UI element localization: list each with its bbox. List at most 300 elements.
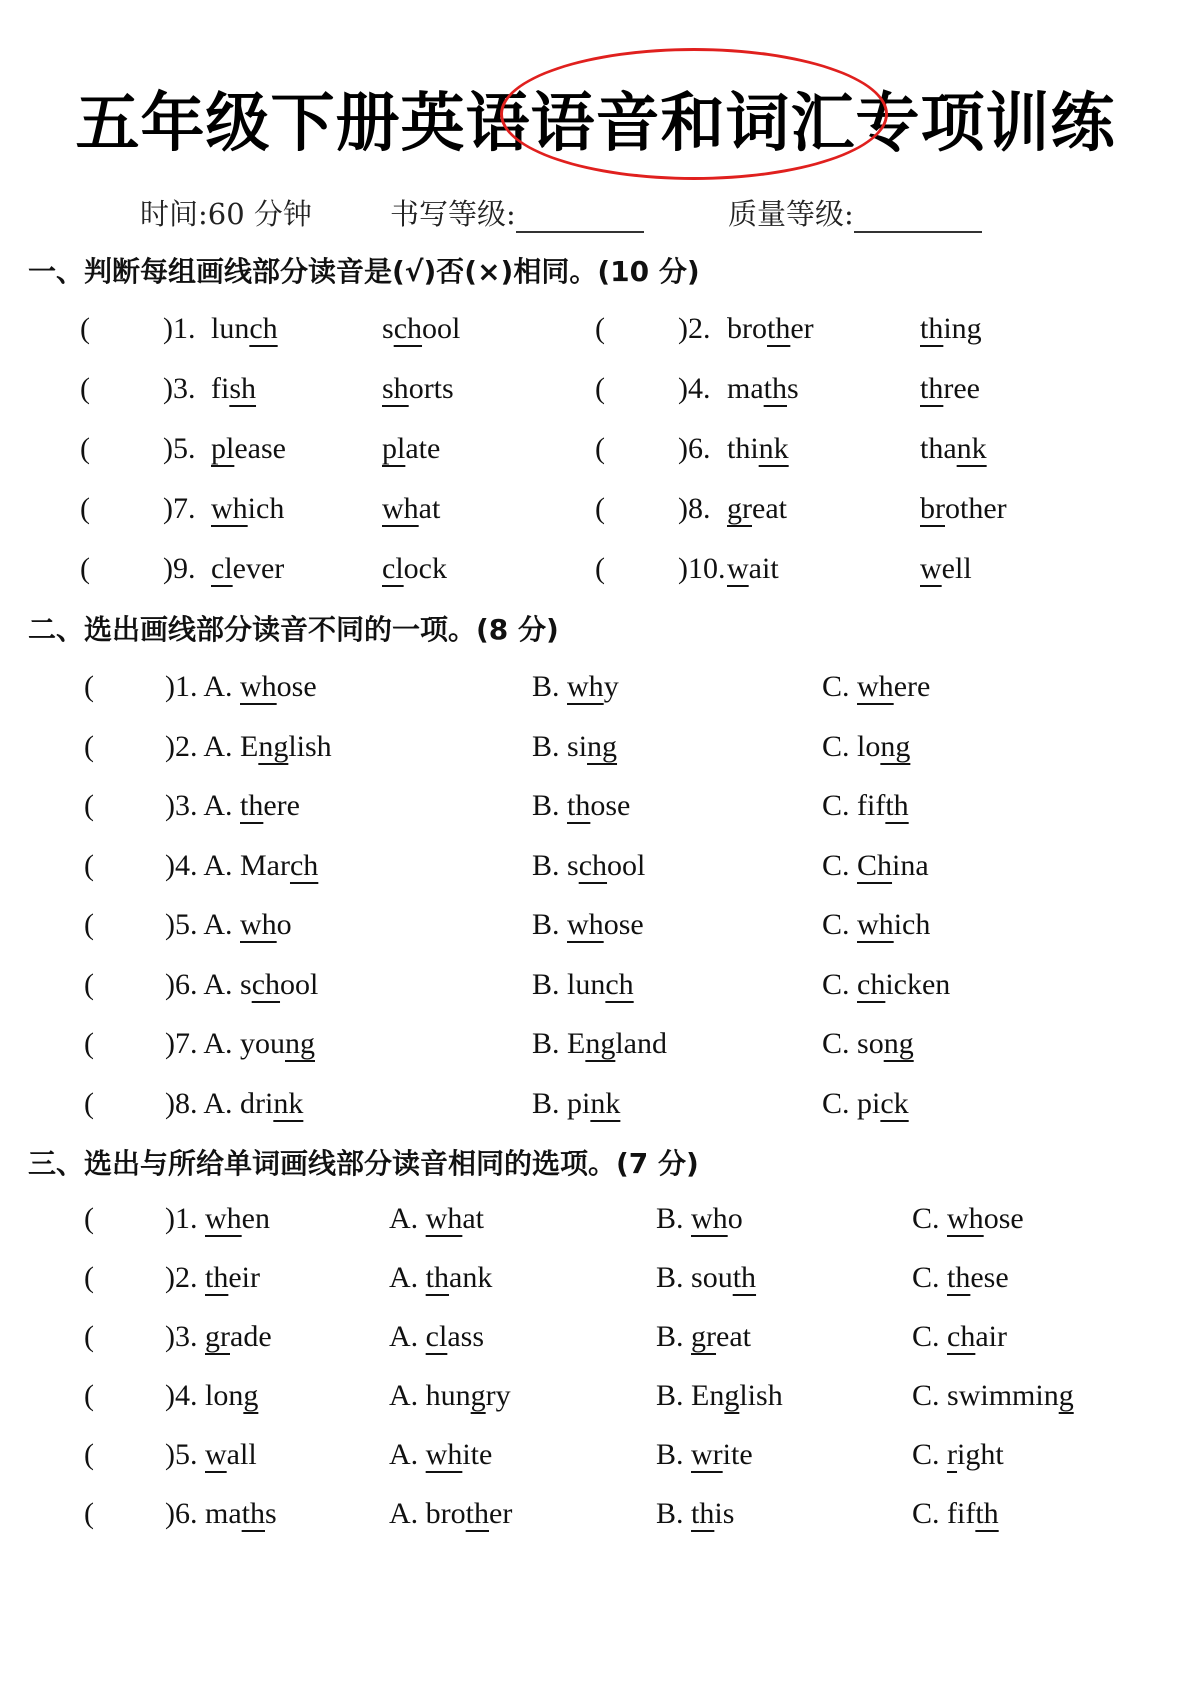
question-number: )6. [165,1497,198,1530]
underlined-part: wr [691,1438,723,1471]
word-2 [920,492,1007,525]
given-word [205,1438,257,1471]
cell [822,1027,914,1061]
underlined-part: gr [691,1320,717,1353]
cell [656,1438,753,1472]
question-number: )8. A. [165,1086,233,1120]
option-c [912,1261,1009,1294]
option-word [857,968,950,1001]
cell [678,492,711,526]
option-c [822,1087,909,1120]
option-word [857,1027,914,1060]
cell [382,372,454,406]
cell [80,552,90,586]
option-b [656,1497,734,1530]
answer-blank[interactable]: ( [84,1086,94,1120]
option-b [532,1027,667,1060]
option-a-word [240,1027,315,1060]
option-word [691,1379,783,1412]
answer-blank[interactable]: ( [84,1320,94,1353]
option-word [691,1261,756,1294]
option-a [389,1320,484,1353]
cell [822,789,909,823]
cell [912,1438,1004,1472]
word-1 [211,312,278,345]
underlined-part: ch [393,312,423,345]
word-part: ool [422,312,461,345]
underlined-part: th [567,789,591,822]
option-label: A. [389,1320,419,1353]
word-2 [382,372,454,405]
question-number: )1. [165,1202,198,1235]
word-part: ell [941,552,972,585]
worksheet-title: 五年级下册英语语音和词汇专项训练 [75,87,1116,161]
question [165,730,332,763]
word-part: s [567,848,579,882]
option-word [426,1320,484,1353]
word-part: ree [943,372,980,405]
option-label: C. [822,789,850,822]
word-part: at [418,492,441,525]
underlined-part: th [425,1261,450,1294]
underlined-part: th [947,1261,971,1294]
option-word [691,1497,734,1530]
underlined-part: pl [382,432,406,465]
option-b [656,1320,751,1353]
option-label: B. [656,1320,684,1353]
word-part: lun [567,967,606,1001]
option-word [567,908,644,941]
word-part: ite [462,1438,493,1471]
word-part: Mar [240,848,290,882]
option-word [567,789,630,822]
answer-blank[interactable]: ( [84,1379,94,1412]
underlined-part: th [465,1497,490,1530]
option-c [912,1320,1007,1353]
cell [389,1379,511,1413]
cell [165,1497,277,1531]
option-label: C. [912,1202,940,1235]
option-word [567,1027,667,1060]
cell [656,1202,743,1236]
answer-blank[interactable]: ( [84,1027,94,1060]
underlined-part: th [920,312,944,345]
cell [727,552,779,586]
word-2 [382,552,447,585]
word-2 [920,552,972,585]
question-number: )3. [165,1320,198,1353]
cell [84,1087,94,1121]
underlined-part: ck [880,1086,909,1120]
option-label: A. [389,1261,419,1294]
word-part: fif [947,1497,976,1530]
word-2 [920,432,987,465]
underlined-part: g [470,1379,486,1412]
word-part: lon [205,1379,244,1412]
cell [163,492,196,526]
cell [595,552,605,586]
underlined-part: ng [285,1027,315,1060]
option-c [912,1202,1024,1235]
option-label: B. [532,967,560,1001]
option-b [532,789,630,822]
option-a-word [240,1087,303,1120]
question [165,1202,270,1235]
word-part: all [226,1438,257,1471]
section2-heading: 二、选出画线部分读音不同的一项。(8 分) [28,613,559,646]
option-word [426,1202,484,1235]
word-part: s [240,967,252,1001]
answer-blank[interactable]: ( [595,492,605,525]
answer-blank[interactable]: ( [84,1202,94,1235]
option-word [691,1202,743,1235]
writing-grade [390,192,644,233]
underlined-part: th [885,789,909,822]
question-number: )6. A. [165,967,233,1001]
underlined-part: wh [425,1438,463,1471]
answer-blank[interactable]: ( [84,1438,94,1471]
answer-blank[interactable]: ( [595,372,605,405]
word-1 [727,372,799,405]
answer-blank[interactable]: ( [595,312,605,345]
underlined-part: ng [258,729,289,763]
underlined-part: ch [947,1320,976,1353]
writing-grade-blank[interactable] [516,203,644,233]
underlined-part: th [205,1261,229,1294]
word-part: ina [892,848,929,882]
underlined-part: wh [211,492,248,525]
cell [532,908,644,942]
cell [822,730,910,764]
word-1 [727,492,787,525]
word-part: si [567,729,588,763]
answer-blank[interactable]: ( [80,312,90,345]
underlined-part: g [1058,1379,1074,1412]
underlined-part: wh [691,1202,728,1235]
word-part: eat [752,492,787,525]
word-part: ing [943,312,982,345]
option-word [947,1202,1024,1235]
word-1 [211,552,284,585]
cell [389,1438,492,1472]
word-part: ere [263,789,300,822]
question-number: )7. A. [165,1027,233,1060]
cell [163,372,196,406]
question-number: )9. [163,552,196,585]
question [165,849,318,882]
writing-grade-label: 书写等级: [390,197,516,231]
cell [595,432,605,466]
cell [822,670,930,704]
cell [595,312,605,346]
cell [595,372,605,406]
cell [165,730,332,764]
underlined-part: ng [880,729,911,763]
given-word [205,1379,258,1412]
word-part: air [975,1320,1007,1353]
section1-heading: 一、判断每组画线部分读音是(√)否(×)相同。(10 分) [28,255,700,288]
option-word [857,1087,909,1120]
cell [84,849,94,883]
option-label: B. [532,1086,560,1120]
option-label: B. [532,670,560,703]
option-label: B. [656,1438,684,1471]
option-b [656,1379,783,1412]
word-part: ose [590,789,631,822]
answer-blank[interactable]: ( [80,432,90,465]
word-part: ool [607,848,646,882]
option-b [656,1438,753,1471]
word-part: ose [603,908,644,941]
answer-blank[interactable]: ( [84,729,94,763]
word-part: ate [405,432,441,465]
underlined-part: wh [382,492,419,525]
cell [920,552,972,586]
underlined-part: gr [727,492,752,525]
answer-blank[interactable]: ( [84,967,94,1001]
word-2 [920,312,982,345]
option-word [947,1438,1004,1471]
option-word [947,1261,1009,1294]
word-1 [211,432,286,465]
word-part: En [691,1379,725,1412]
word-part: hun [425,1379,471,1412]
word-part: ade [230,1320,272,1353]
word-part: land [615,1027,667,1060]
underlined-part: ch [605,967,634,1001]
cell [656,1320,751,1354]
option-label: B. [532,848,560,882]
answer-blank[interactable]: ( [595,432,605,465]
option-label: B. [532,1027,560,1060]
option-label: C. [822,1086,850,1120]
given-word [205,1202,270,1235]
cell [532,670,619,704]
option-c [822,968,950,1001]
word-part: dri [240,1086,274,1120]
underlined-part: g [724,1379,740,1412]
option-b [532,968,634,1001]
option-label: C. [822,670,850,703]
question [165,968,318,1001]
word-part: at [462,1202,484,1235]
word-part: ever [232,552,285,585]
word-2 [382,492,440,525]
cell [84,1261,94,1295]
cell [163,432,196,466]
option-word [691,1320,751,1353]
cell [382,312,460,346]
option-label: B. [656,1202,684,1235]
cell [84,1202,94,1236]
option-word [857,670,930,703]
cell [84,789,94,823]
cell [678,372,711,406]
option-word [947,1379,1074,1412]
word-part: E [567,1027,586,1060]
underlined-part: cl [382,552,404,585]
question [165,1027,315,1060]
option-label: C. [912,1379,940,1412]
answer-blank[interactable]: ( [84,848,94,882]
option-a-word [240,908,292,941]
word-1 [727,432,789,465]
word-part: er [790,312,814,345]
cell [532,1027,667,1061]
option-a-word [240,968,318,1001]
option-label: C. [822,967,850,1001]
option-a [389,1202,484,1235]
answer-blank[interactable]: ( [84,1497,94,1530]
question-number: )4. A. [165,848,233,882]
underlined-part: th [240,789,264,822]
word-part: ock [403,552,447,585]
underlined-part: cl [425,1320,448,1353]
option-word [857,730,910,763]
underlined-part: nk [590,1086,621,1120]
question [165,1379,258,1412]
option-word [567,1087,620,1120]
option-label: C. [912,1320,940,1353]
answer-blank[interactable]: ( [595,552,605,585]
cell [382,432,440,466]
word-part: ite [722,1438,753,1471]
answer-blank[interactable]: ( [84,670,94,703]
cell [822,1087,909,1121]
question-number: )4. [165,1379,198,1412]
word-1 [211,492,284,525]
option-word [426,1497,513,1530]
option-label: B. [532,908,560,941]
answer-blank[interactable]: ( [84,908,94,941]
cell [656,1497,734,1531]
cell [84,730,94,764]
word-part: ma [727,372,764,405]
option-b [532,670,619,703]
option-a [389,1438,492,1471]
answer-blank[interactable]: ( [80,552,90,585]
option-c [822,1027,914,1060]
underlined-part: w [205,1438,227,1471]
underlined-part: nk [758,432,789,465]
cell [532,968,634,1002]
answer-blank[interactable]: ( [84,1261,94,1294]
cell [389,1497,512,1531]
option-a-word [240,670,317,703]
cell [84,908,94,942]
underlined-part: nk [273,1086,304,1120]
question-number: )1. [163,312,196,345]
option-c [822,849,929,882]
word-part: ere [893,670,931,703]
option-word [857,849,929,882]
cell [84,1320,94,1354]
quality-grade-label: 质量等级: [728,197,854,231]
answer-blank[interactable]: ( [80,492,90,525]
word-part: ry [485,1379,511,1412]
cell [165,1320,272,1354]
underlined-part: th [763,372,787,405]
cell [920,312,982,346]
cell [822,849,929,883]
underlined-part: w [727,552,749,585]
word-part: ese [970,1261,1009,1294]
word-part: ose [276,670,317,703]
word-part: pi [567,1086,591,1120]
underlined-part: ng [585,1027,616,1060]
quality-grade-blank[interactable] [854,203,982,233]
cell [84,1438,94,1472]
cell [165,1438,257,1472]
underlined-part: ch [249,312,278,345]
option-label: C. [912,1497,940,1530]
cell [678,552,726,586]
underlined-part: cl [211,552,233,585]
cell [80,312,90,346]
underlined-part: gr [205,1320,230,1353]
cell [656,1379,783,1413]
option-word [567,670,619,703]
option-word [567,968,634,1001]
question-number: )3. [163,372,196,405]
cell [678,432,711,466]
option-b [656,1202,743,1235]
word-part: ool [280,967,319,1001]
cell [165,1087,303,1121]
cell [163,312,196,346]
cell [912,1261,1009,1295]
cell [920,492,1007,526]
cell [727,372,799,406]
option-a-word [240,789,300,822]
word-1 [727,552,779,585]
cell [165,1027,315,1061]
word-part: ank [449,1261,493,1294]
cell [165,968,318,1002]
answer-blank[interactable]: ( [80,372,90,405]
question-number: )5. A. [165,908,233,941]
option-c [822,908,930,941]
cell [822,908,930,942]
question [165,1497,277,1530]
underlined-part: g [243,1379,259,1412]
option-label: C. [822,1027,850,1060]
answer-blank[interactable]: ( [84,789,94,822]
word-part: ait [748,552,779,585]
word-2 [382,432,440,465]
question-number: )5. [163,432,196,465]
word-part: lish [739,1379,783,1412]
question [165,670,317,703]
cell [211,432,286,466]
option-a [389,1261,492,1294]
option-b [532,849,645,882]
given-word [205,1497,277,1530]
word-part: s [265,1497,277,1530]
option-c [822,670,930,703]
cell [165,670,317,704]
question [165,789,300,822]
underlined-part: th [920,372,944,405]
word-part: tha [920,432,957,465]
option-word [857,908,930,941]
option-label: C. [822,908,850,941]
word-part: ich [893,908,931,941]
cell [727,492,787,526]
underlined-part: wh [857,908,894,941]
word-part: is [714,1497,735,1530]
word-part: bro [425,1497,466,1530]
